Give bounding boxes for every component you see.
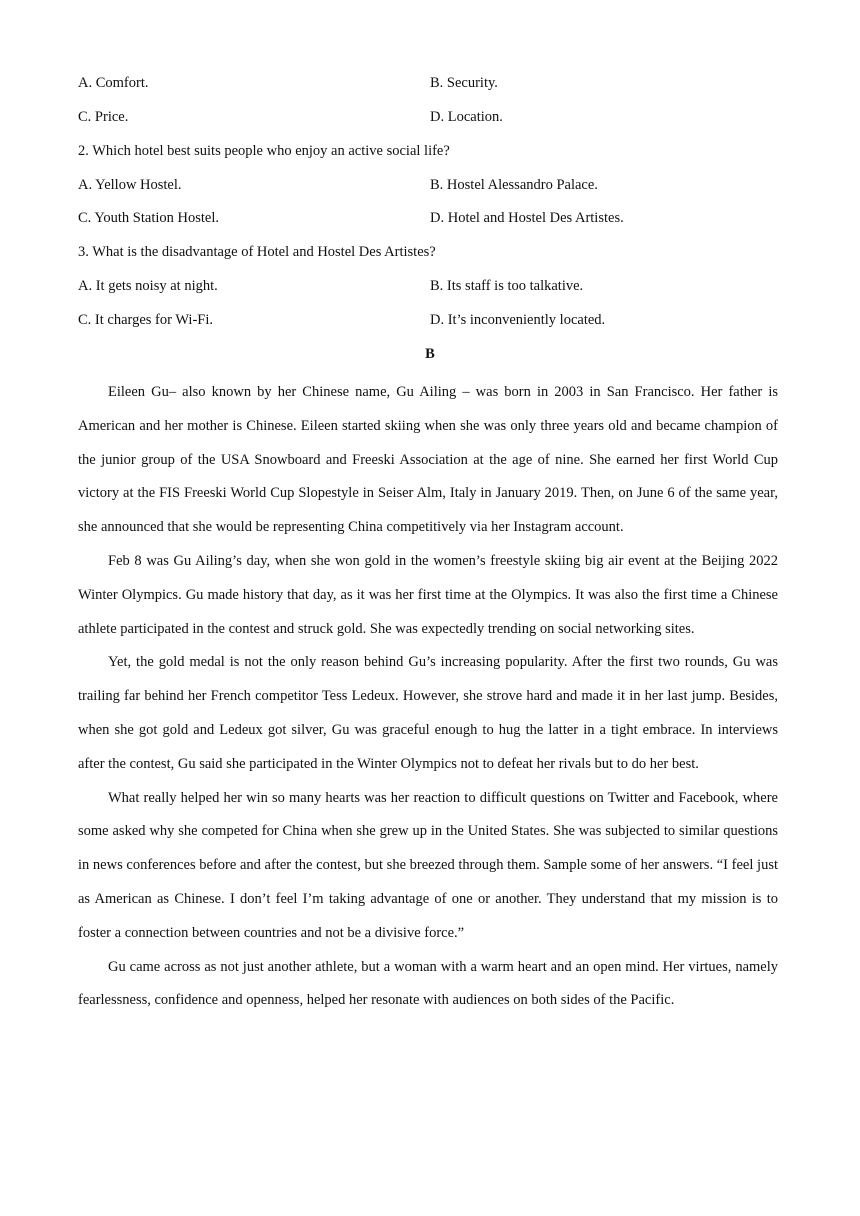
passage-paragraph-2: Feb 8 was Gu Ailing’s day, when she won gold in the women’s freestyle skiing big air event at the Beijing 2022 Winter Olympics. Gu made history that day, as it was her first time at the Olympics. It was also the first time a Chinese athlete participated in the contest and struck gold. She was expectedly trending on social networking sites. [78, 552, 778, 637]
question-2-options-row-2 [78, 208, 778, 228]
passage-paragraph-1: Eileen Gu– also known by her Chinese name, Gu Ailing – was born in 2003 in San Francisco. Her father is American and her mother is Chinese. Eileen started skiing when she was only three years old and became champion of the junior group of the USA Snowboard and Freeski Association at the age of nine. She earned her first World Cup victory at the FIS Freeski World Cup Slopestyle in Seiser Alm, Italy in January 2019. Then, on June 6 of the same year, she announced that she would be representing China competitively via her Instagram account. [78, 384, 778, 536]
question-text: 3. What is the disadvantage of Hotel and Hostel Des Artistes? [78, 244, 436, 260]
question-2-stem [78, 141, 778, 161]
option-a: A. Yellow Hostel. [78, 177, 182, 193]
question-text: 2. Which hotel best suits people who enjoy an active social life? [78, 143, 450, 159]
question-1-options-row-1 [78, 73, 778, 93]
section-heading: B [425, 346, 435, 362]
question-3-options-row-2 [78, 310, 778, 330]
passage-paragraph-5: Gu came across as not just another athlete, but a woman with a warm heart and an open mind. Her virtues, namely fearlessness, confidence and openness, helped her resonate with audiences on both sides of the Pacific. [78, 958, 778, 1009]
question-3-stem [78, 242, 778, 262]
option-c: C. Youth Station Hostel. [78, 210, 219, 226]
option-a: A. It gets noisy at night. [78, 278, 218, 294]
passage-paragraph-3: Yet, the gold medal is not the only reason behind Gu’s increasing popularity. After the first two rounds, Gu was trailing far behind her French competitor Tess Ledeux. However, she strove hard and made it in her last jump. Besides, when she got gold and Ledeux got silver, Gu was graceful enough to hug the latter in a tight embrace. In interviews after the contest, Gu said she participated in the Winter Olympics not to defeat her rivals but to do her best. [78, 654, 778, 772]
question-2-options-row-1 [78, 175, 778, 195]
reading-passage [78, 376, 778, 1018]
option-d: D. Location. [430, 109, 503, 125]
option-d: D. It’s inconveniently located. [430, 312, 606, 328]
option-b: B. Security. [430, 75, 498, 91]
question-1-options-row-2 [78, 107, 778, 127]
option-c: C. It charges for Wi-Fi. [78, 312, 213, 328]
option-d: D. Hotel and Hostel Des Artistes. [430, 210, 624, 226]
passage-paragraph-4: What really helped her win so many hearts was her reaction to difficult questions on Twitter and Facebook, where some asked why she competed for China when she grew up in the United States. She was subjected to similar questions in news conferences before and after the contest, but she breezed through them. Sample some of her answers. “I feel just as American as Chinese. I don’t feel I’m taking advantage of one or another. They understand that my mission is to foster a connection between countries and not be a divisive force.” [78, 789, 778, 941]
option-b: B. Hostel Alessandro Palace. [430, 177, 598, 193]
question-3-options-row-1 [78, 276, 778, 296]
option-a: A. Comfort. [78, 75, 149, 91]
option-b: B. Its staff is too talkative. [430, 278, 584, 294]
option-c: C. Price. [78, 109, 129, 125]
